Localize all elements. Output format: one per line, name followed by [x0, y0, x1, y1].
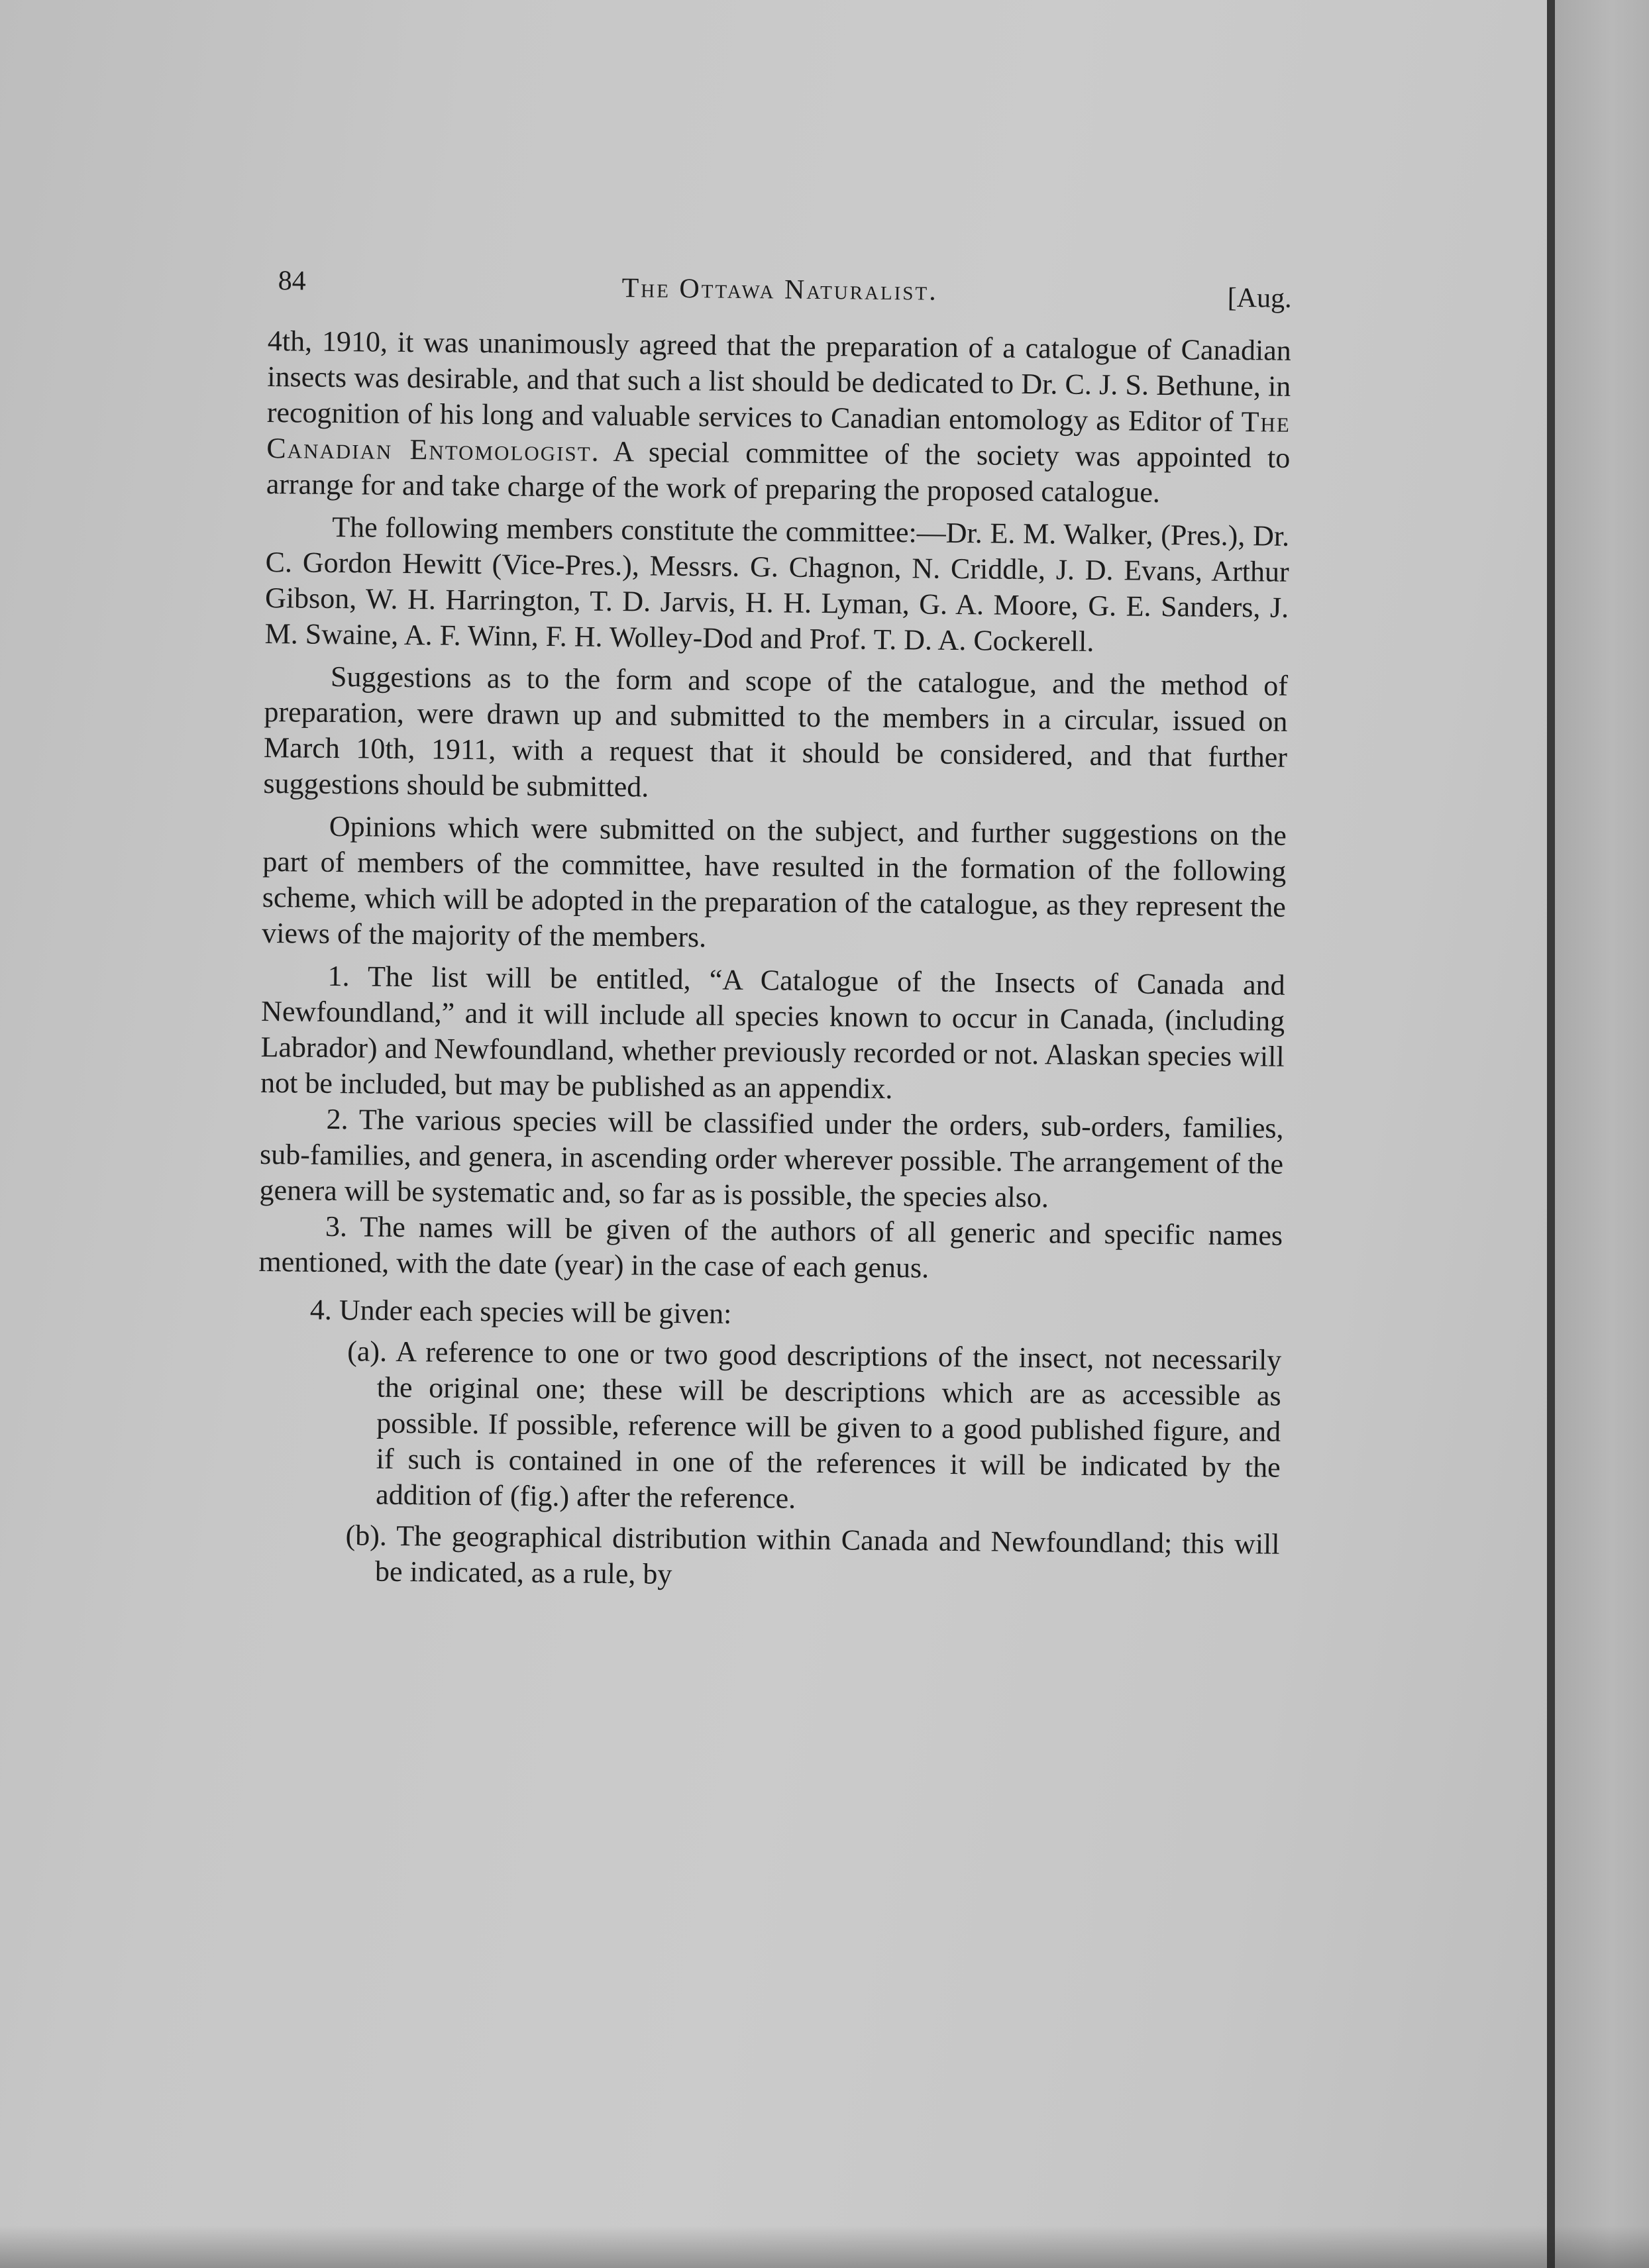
- page-number: 84: [278, 266, 306, 297]
- list-item-3: 3. The names will be given of the authors of all generic and specific names mentioned, with the date (year) in the case of each genus.: [258, 1210, 1283, 1284]
- paragraph-committee-members: The following members constitute the committee:—Dr. E. M. Walker, (Pres.), Dr. C. Gordon Hewitt (Vice-Pres.), Messrs. G. Chagnon, N. Criddle, J. D. Evans, Arthur Gibson, W. H. Harrington, T. D. Jarvis, H. H. Lyman, G. A. Moore, G. E. Sanders, J. M. Swaine, A. F. Winn, F. H. Wolley-Dod and Prof. T. D. A. Cockerell.: [264, 510, 1290, 658]
- paragraph-text: 4th, 1910, it was unanimously agreed that the preparation of a catalogue of Canadian insects was desirable, and that such a list should be dedicated to Dr. C. J. S. Bethune, in recognition of his long and valuable services to Canadian entomology as Editor of: [266, 324, 1292, 438]
- paragraph-opinions: Opinions which were submitted on the subject, and further suggestions on the part of members of the committee, have resulted in the formation of the following scheme, which will be adopted in the preparation of the catalogue, as they represent the views of the majority of the members.: [262, 809, 1287, 954]
- list-item-4: 4. Under each species will be given:: [309, 1293, 732, 1330]
- list-item-4b: (b). The geographical distribution within Canada and Newfoundland; this will be indicated, as a rule, by: [345, 1519, 1280, 1590]
- running-head: [268, 265, 1292, 321]
- paragraph-catalogue-agreement: [266, 323, 1292, 512]
- issue-month-mark: [Aug.: [1227, 282, 1292, 314]
- journal-name: The Canadian Entomologist: [266, 405, 1291, 468]
- adjacent-page-edge: [1555, 0, 1649, 2268]
- bottom-shadow: [0, 2226, 1649, 2268]
- body-text: [256, 323, 1291, 1598]
- paragraph-text: . A special committee of the society was appointed to arrange for and take charge of the work of preparing the proposed catalogue.: [266, 435, 1291, 509]
- journal-title: The Ottawa Naturalist.: [621, 273, 938, 307]
- list-item-4a: (a). A reference to one or two good descriptions of the insect, not necessarily the original one; these will be descriptions which are as accessible as possible. If possible, reference will be given to a good published figure, and if such is contained in one of the references it will be indicated by the addition of (fig.) after the reference.: [347, 1335, 1282, 1515]
- paragraph-suggestions: Suggestions as to the form and scope of the catalogue, and the method of preparation, were drawn up and submitted to the members in a circular, issued on March 10th, 1911, with a request that it should be considered, and that further suggestions should be submitted.: [263, 660, 1289, 803]
- page-text-block: [256, 265, 1292, 1598]
- list-item-1: 1. The list will be entitled, “A Catalogue of the Insects of Canada and Newfoundland,” and it will include all species known to occur in Canada, (including Labrador) and Newfoundland, whether previously recorded or not. Alaskan species will not be included, but may be published as an appendix.: [260, 959, 1285, 1106]
- page-fold-shadow: [1547, 0, 1555, 2268]
- list-item-2: 2. The various species will be classified under the orders, sub-orders, families, sub-families, and genera, in ascending order wherever possible. The arrangement of the genera will be systematic and, so far as is possible, the species also.: [259, 1102, 1284, 1214]
